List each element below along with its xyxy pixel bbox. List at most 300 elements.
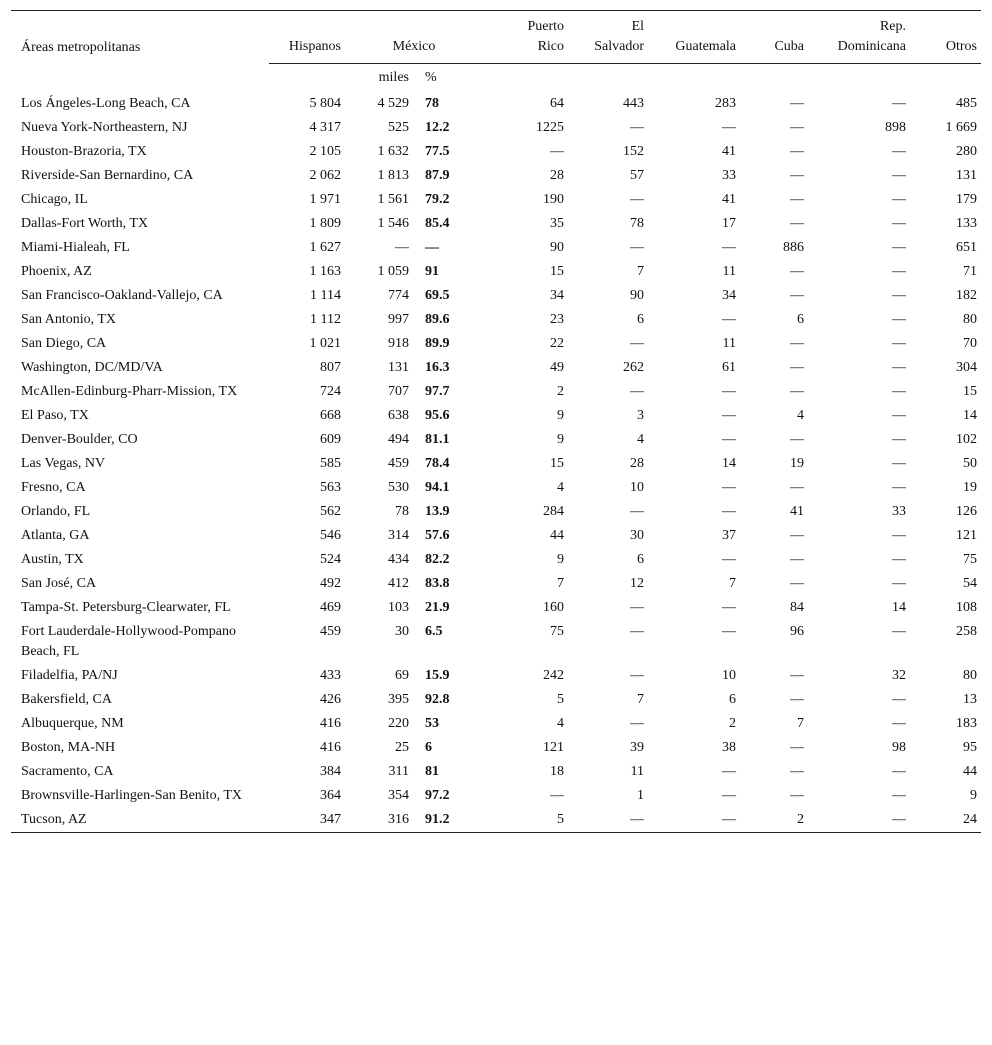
cell-el-salvador: 12 — [630, 576, 645, 591]
cell-hispanos: 364 — [320, 788, 341, 803]
cell-guatemala: — — [722, 552, 737, 567]
cell-hispanos: 4 317 — [309, 120, 341, 135]
cell-mexico: — — [395, 240, 409, 255]
cell-rep-dominicana: — — [892, 360, 907, 375]
cell-mexico-percent: 85.4 — [425, 216, 450, 231]
cell-guatemala: — — [722, 504, 737, 519]
cell-area: Denver-Boulder, CO — [21, 432, 138, 447]
cell-guatemala: 2 — [729, 716, 737, 731]
cell-mexico-percent: 81.1 — [425, 432, 450, 447]
cell-cuba: — — [790, 788, 805, 803]
cell-otros: 54 — [963, 576, 978, 591]
table-row — [11, 736, 981, 760]
cell-cuba: — — [790, 120, 805, 135]
table-row — [11, 452, 981, 476]
cell-area: Brownsville-Harlingen-San Benito, TX — [21, 788, 242, 803]
cell-mexico-percent: 78 — [425, 96, 439, 111]
cell-rep-dominicana: — — [892, 480, 907, 495]
cell-el-salvador: 39 — [630, 740, 645, 755]
cell-cuba: 886 — [783, 240, 805, 255]
table-row — [11, 688, 981, 712]
cell-mexico-percent: 81 — [425, 764, 439, 779]
cell-mexico-percent: 57.6 — [425, 528, 450, 543]
header-row — [11, 11, 981, 64]
cell-el-salvador: 262 — [623, 360, 645, 375]
cell-cuba: 7 — [797, 716, 805, 731]
cell-cuba: — — [790, 740, 805, 755]
cell-el-salvador: — — [630, 812, 645, 827]
cell-puerto-rico: 9 — [557, 552, 565, 567]
cell-mexico-percent: 53 — [425, 716, 439, 731]
cell-rep-dominicana: 98 — [892, 740, 907, 755]
cell-hispanos: 416 — [320, 716, 341, 731]
cell-otros: 182 — [956, 288, 978, 303]
cell-el-salvador: 443 — [623, 96, 645, 111]
cell-mexico-percent: 6 — [425, 740, 432, 755]
cell-puerto-rico: 121 — [543, 740, 565, 755]
cell-hispanos: 416 — [320, 740, 341, 755]
cell-hispanos: 609 — [320, 432, 341, 447]
table-row — [11, 664, 981, 688]
cell-mexico-percent: 16.3 — [425, 360, 450, 375]
cell-otros: 133 — [956, 216, 978, 231]
cell-otros: 13 — [963, 692, 978, 707]
cell-hispanos: 1 021 — [309, 336, 341, 351]
cell-puerto-rico: 22 — [550, 336, 565, 351]
cell-cuba: 19 — [790, 456, 805, 471]
header-mexico: México — [345, 11, 483, 64]
cell-hispanos: 5 804 — [309, 96, 341, 111]
cell-puerto-rico: — — [550, 788, 565, 803]
cell-mexico: 707 — [388, 384, 409, 399]
unit-miles: miles — [378, 70, 409, 85]
cell-mexico-percent: 94.1 — [425, 480, 450, 495]
cell-area: Filadelfia, PA/NJ — [21, 668, 118, 683]
cell-otros: 70 — [963, 336, 978, 351]
cell-cuba: — — [790, 384, 805, 399]
cell-el-salvador: — — [630, 504, 645, 519]
cell-hispanos: 433 — [320, 668, 341, 683]
cell-mexico: 494 — [388, 432, 409, 447]
cell-puerto-rico: 15 — [550, 456, 565, 471]
header-guatemala: Guatemala — [648, 11, 740, 64]
cell-otros: 9 — [970, 788, 978, 803]
cell-rep-dominicana: — — [892, 216, 907, 231]
cell-rep-dominicana: — — [892, 312, 907, 327]
cell-cuba: — — [790, 432, 805, 447]
cell-hispanos: 1 163 — [309, 264, 341, 279]
cell-rep-dominicana: 898 — [885, 120, 907, 135]
cell-otros: 131 — [956, 168, 978, 183]
cell-area: Washington, DC/MD/VA — [21, 360, 163, 375]
cell-guatemala: 14 — [722, 456, 737, 471]
cell-otros: 126 — [956, 504, 978, 519]
cell-el-salvador: 1 — [637, 788, 645, 803]
cell-el-salvador: 4 — [637, 432, 645, 447]
cell-puerto-rico: — — [550, 144, 565, 159]
cell-mexico: 918 — [388, 336, 409, 351]
table-row — [11, 236, 981, 260]
cell-el-salvador: 6 — [637, 552, 645, 567]
cell-area: Tampa-St. Petersburg-Clearwater, FL — [21, 600, 231, 615]
cell-area: Sacramento, CA — [21, 764, 114, 779]
table-row — [11, 500, 981, 524]
cell-mexico-percent: 78.4 — [425, 456, 450, 471]
cell-rep-dominicana: — — [892, 168, 907, 183]
cell-otros: 95 — [963, 740, 978, 755]
cell-otros: 183 — [956, 716, 978, 731]
cell-hispanos: 807 — [320, 360, 341, 375]
cell-cuba: — — [790, 480, 805, 495]
cell-cuba: — — [790, 360, 805, 375]
cell-area: Los Ángeles-Long Beach, CA — [21, 96, 191, 111]
cell-guatemala: 17 — [722, 216, 737, 231]
cell-rep-dominicana: — — [892, 384, 907, 399]
cell-cuba: — — [790, 336, 805, 351]
cell-area: Miami-Hialeah, FL — [21, 240, 130, 255]
cell-cuba: 6 — [797, 312, 805, 327]
cell-guatemala: — — [722, 624, 737, 639]
cell-mexico-percent: 89.9 — [425, 336, 450, 351]
cell-hispanos: 562 — [320, 504, 341, 519]
cell-otros: 24 — [963, 812, 978, 827]
table-row — [11, 808, 981, 833]
cell-mexico-percent: 82.2 — [425, 552, 450, 567]
cell-otros: 19 — [963, 480, 978, 495]
cell-otros: 15 — [963, 384, 978, 399]
cell-hispanos: 1 809 — [309, 216, 341, 231]
cell-guatemala: 7 — [729, 576, 737, 591]
cell-otros: 75 — [963, 552, 978, 567]
cell-mexico: 354 — [388, 788, 409, 803]
cell-rep-dominicana: 32 — [892, 668, 907, 683]
header-puerto-rico: Puerto Rico — [483, 11, 568, 64]
cell-mexico: 530 — [388, 480, 409, 495]
cell-guatemala: — — [722, 408, 737, 423]
cell-hispanos: 2 105 — [309, 144, 341, 159]
cell-rep-dominicana: — — [892, 144, 907, 159]
cell-guatemala: — — [722, 432, 737, 447]
cell-rep-dominicana: — — [892, 432, 907, 447]
cell-hispanos: 668 — [320, 408, 341, 423]
cell-area: Fresno, CA — [21, 480, 86, 495]
cell-otros: 179 — [956, 192, 978, 207]
cell-el-salvador: — — [630, 192, 645, 207]
cell-hispanos: 459 — [320, 624, 341, 639]
cell-puerto-rico: 28 — [550, 168, 565, 183]
header-otros: Otros — [910, 11, 981, 64]
cell-puerto-rico: 284 — [543, 504, 565, 519]
table-row — [11, 572, 981, 596]
cell-rep-dominicana: — — [892, 288, 907, 303]
cell-hispanos: 426 — [320, 692, 341, 707]
cell-hispanos: 347 — [320, 812, 341, 827]
table-row — [11, 404, 981, 428]
cell-otros: 80 — [963, 668, 978, 683]
cell-area: San José, CA — [21, 576, 97, 591]
cell-area: Nueva York-Northeastern, NJ — [21, 120, 188, 135]
cell-rep-dominicana: — — [892, 336, 907, 351]
cell-rep-dominicana: — — [892, 716, 907, 731]
cell-puerto-rico: 5 — [557, 692, 565, 707]
cell-mexico: 1 561 — [377, 192, 409, 207]
cell-mexico: 1 632 — [377, 144, 409, 159]
cell-mexico-percent: 95.6 — [425, 408, 450, 423]
cell-mexico: 412 — [388, 576, 409, 591]
cell-guatemala: — — [722, 764, 737, 779]
cell-mexico-percent: 92.8 — [425, 692, 450, 707]
table-row — [11, 524, 981, 548]
cell-rep-dominicana: — — [892, 812, 907, 827]
cell-guatemala: 61 — [722, 360, 737, 375]
table-row — [11, 140, 981, 164]
header-hispanos: Hispanos — [269, 11, 345, 64]
cell-el-salvador: — — [630, 120, 645, 135]
cell-puerto-rico: 35 — [550, 216, 565, 231]
cell-guatemala: 38 — [722, 740, 737, 755]
cell-area: Chicago, IL — [21, 192, 88, 207]
cell-el-salvador: — — [630, 668, 645, 683]
cell-mexico: 459 — [388, 456, 409, 471]
cell-hispanos: 2 062 — [309, 168, 341, 183]
cell-hispanos: 492 — [320, 576, 341, 591]
cell-puerto-rico: 190 — [543, 192, 565, 207]
cell-mexico-percent: 97.7 — [425, 384, 450, 399]
cell-el-salvador: — — [630, 336, 645, 351]
cell-puerto-rico: 49 — [550, 360, 565, 375]
cell-cuba: 96 — [790, 624, 805, 639]
cell-el-salvador: 7 — [637, 692, 645, 707]
cell-hispanos: 524 — [320, 552, 341, 567]
cell-rep-dominicana: — — [892, 764, 907, 779]
cell-area: Riverside-San Bernardino, CA — [21, 168, 194, 183]
cell-guatemala: — — [722, 788, 737, 803]
cell-el-salvador: — — [630, 624, 645, 639]
cell-cuba: — — [790, 288, 805, 303]
table-row — [11, 92, 981, 116]
cell-puerto-rico: 4 — [557, 716, 565, 731]
header-areas: Áreas metropolitanas — [21, 39, 141, 55]
cell-cuba: — — [790, 576, 805, 591]
cell-hispanos: 384 — [320, 764, 341, 779]
cell-puerto-rico: 75 — [550, 624, 565, 639]
cell-otros: 280 — [956, 144, 978, 159]
cell-guatemala: 10 — [722, 668, 737, 683]
cell-mexico-percent: 89.6 — [425, 312, 450, 327]
cell-mexico: 131 — [388, 360, 409, 375]
cell-hispanos: 585 — [320, 456, 341, 471]
cell-guatemala: — — [722, 120, 737, 135]
cell-mexico: 1 546 — [377, 216, 409, 231]
cell-puerto-rico: 15 — [550, 264, 565, 279]
cell-rep-dominicana: — — [892, 96, 907, 111]
cell-mexico: 1 059 — [377, 264, 409, 279]
cell-puerto-rico: 242 — [543, 668, 565, 683]
cell-cuba: — — [790, 668, 805, 683]
cell-cuba: — — [790, 192, 805, 207]
cell-area: El Paso, TX — [21, 408, 89, 423]
cell-cuba: 2 — [797, 812, 805, 827]
table-row — [11, 596, 981, 620]
units-row — [11, 64, 981, 93]
cell-el-salvador: 30 — [630, 528, 645, 543]
cell-el-salvador: 11 — [630, 764, 645, 779]
cell-area: Bakersfield, CA — [21, 692, 112, 707]
cell-el-salvador: 57 — [630, 168, 645, 183]
cell-mexico-percent: 83.8 — [425, 576, 450, 591]
cell-puerto-rico: 34 — [550, 288, 565, 303]
cell-area: Boston, MA-NH — [21, 740, 116, 755]
cell-otros: 651 — [956, 240, 978, 255]
unit-percent: % — [425, 70, 437, 85]
cell-area: Austin, TX — [21, 552, 84, 567]
cell-otros: 485 — [956, 96, 978, 111]
cell-mexico: 103 — [388, 600, 409, 615]
cell-cuba: 84 — [790, 600, 805, 615]
cell-hispanos: 469 — [320, 600, 341, 615]
cell-el-salvador: — — [630, 240, 645, 255]
cell-guatemala: 11 — [722, 336, 737, 351]
cell-area: San Antonio, TX — [21, 312, 117, 327]
table-header — [11, 11, 981, 93]
cell-rep-dominicana: — — [892, 264, 907, 279]
cell-hispanos: 1 112 — [310, 312, 341, 327]
cell-el-salvador: — — [630, 384, 645, 399]
cell-cuba: — — [790, 264, 805, 279]
cell-guatemala: 41 — [722, 192, 737, 207]
cell-mexico: 774 — [388, 288, 409, 303]
table-row — [11, 712, 981, 736]
cell-guatemala: 11 — [722, 264, 737, 279]
cell-puerto-rico: 5 — [557, 812, 565, 827]
cell-guatemala: 34 — [722, 288, 737, 303]
cell-mexico-percent: 21.9 — [425, 600, 450, 615]
cell-mexico: 30 — [395, 624, 409, 639]
cell-mexico: 4 529 — [377, 96, 409, 111]
table-row — [11, 476, 981, 500]
cell-mexico-percent: 91.2 — [425, 812, 450, 827]
cell-puerto-rico: 4 — [557, 480, 565, 495]
cell-el-salvador: 152 — [623, 144, 645, 159]
header-rep-dominicana: Rep. Dominicana — [808, 11, 910, 64]
cell-mexico: 314 — [388, 528, 409, 543]
cell-mexico: 395 — [388, 692, 409, 707]
cell-cuba: 41 — [790, 504, 805, 519]
cell-guatemala: — — [722, 600, 737, 615]
cell-guatemala: 41 — [722, 144, 737, 159]
cell-area: San Diego, CA — [21, 336, 107, 351]
cell-otros: 44 — [963, 764, 978, 779]
table-row — [11, 548, 981, 572]
cell-otros: 304 — [956, 360, 978, 375]
cell-puerto-rico: 90 — [550, 240, 565, 255]
cell-area: Phoenix, AZ — [21, 264, 92, 279]
cell-guatemala: — — [722, 240, 737, 255]
cell-cuba: — — [790, 144, 805, 159]
cell-area: Houston-Brazoria, TX — [21, 144, 147, 159]
cell-hispanos: 563 — [320, 480, 341, 495]
cell-guatemala: 37 — [722, 528, 737, 543]
cell-otros: 80 — [963, 312, 978, 327]
cell-hispanos: 724 — [320, 384, 341, 399]
cell-mexico: 69 — [395, 668, 409, 683]
cell-cuba: 4 — [797, 408, 805, 423]
table-row — [11, 428, 981, 452]
cell-mexico: 311 — [388, 764, 409, 779]
table-row — [11, 284, 981, 308]
cell-puerto-rico: 160 — [543, 600, 565, 615]
cell-otros: 121 — [956, 528, 978, 543]
header-el-salvador: El Salvador — [568, 11, 648, 64]
cell-guatemala: 33 — [722, 168, 737, 183]
cell-el-salvador: — — [630, 600, 645, 615]
cell-puerto-rico: 9 — [557, 432, 565, 447]
cell-area: Dallas-Fort Worth, TX — [21, 216, 149, 231]
cell-otros: 14 — [963, 408, 978, 423]
cell-cuba: — — [790, 96, 805, 111]
cell-rep-dominicana: — — [892, 692, 907, 707]
cell-mexico-percent: 12.2 — [425, 120, 450, 135]
cell-hispanos: 1 971 — [309, 192, 341, 207]
cell-cuba: — — [790, 216, 805, 231]
cell-mexico-percent: 79.2 — [425, 192, 450, 207]
cell-cuba: — — [790, 692, 805, 707]
table-row — [11, 116, 981, 140]
cell-guatemala: — — [722, 812, 737, 827]
cell-area: San Francisco-Oakland-Vallejo, CA — [21, 288, 223, 303]
cell-mexico-percent: 69.5 — [425, 288, 450, 303]
cell-guatemala: 6 — [729, 692, 737, 707]
cell-mexico-percent: 91 — [425, 264, 439, 279]
cell-rep-dominicana: — — [892, 192, 907, 207]
cell-puerto-rico: 2 — [557, 384, 565, 399]
cell-puerto-rico: 44 — [550, 528, 565, 543]
hispanic-metro-table — [11, 10, 981, 833]
cell-mexico-percent: — — [425, 240, 439, 255]
cell-rep-dominicana: — — [892, 624, 907, 639]
cell-hispanos: 1 114 — [310, 288, 341, 303]
table-row — [11, 212, 981, 236]
cell-cuba: — — [790, 528, 805, 543]
cell-rep-dominicana: 14 — [892, 600, 907, 615]
cell-el-salvador: 90 — [630, 288, 645, 303]
table-row — [11, 308, 981, 332]
cell-rep-dominicana: — — [892, 576, 907, 591]
cell-mexico: 997 — [388, 312, 409, 327]
cell-rep-dominicana: — — [892, 240, 907, 255]
cell-otros: 102 — [956, 432, 978, 447]
cell-area: Orlando, FL — [21, 504, 91, 519]
cell-puerto-rico: 18 — [550, 764, 565, 779]
cell-rep-dominicana: — — [892, 552, 907, 567]
cell-puerto-rico: 23 — [550, 312, 565, 327]
cell-area: Atlanta, GA — [21, 528, 90, 543]
cell-rep-dominicana: — — [892, 408, 907, 423]
cell-el-salvador: 7 — [637, 264, 645, 279]
cell-mexico: 25 — [395, 740, 409, 755]
table-row — [11, 784, 981, 808]
cell-guatemala: — — [722, 384, 737, 399]
cell-el-salvador: 10 — [630, 480, 645, 495]
table-row — [11, 380, 981, 404]
cell-el-salvador: 6 — [637, 312, 645, 327]
cell-mexico: 1 813 — [377, 168, 409, 183]
cell-hispanos: 546 — [320, 528, 341, 543]
cell-el-salvador: — — [630, 716, 645, 731]
cell-area: McAllen-Edinburg-Pharr-Mission, TX — [21, 384, 238, 399]
cell-cuba: — — [790, 168, 805, 183]
table-row — [11, 188, 981, 212]
